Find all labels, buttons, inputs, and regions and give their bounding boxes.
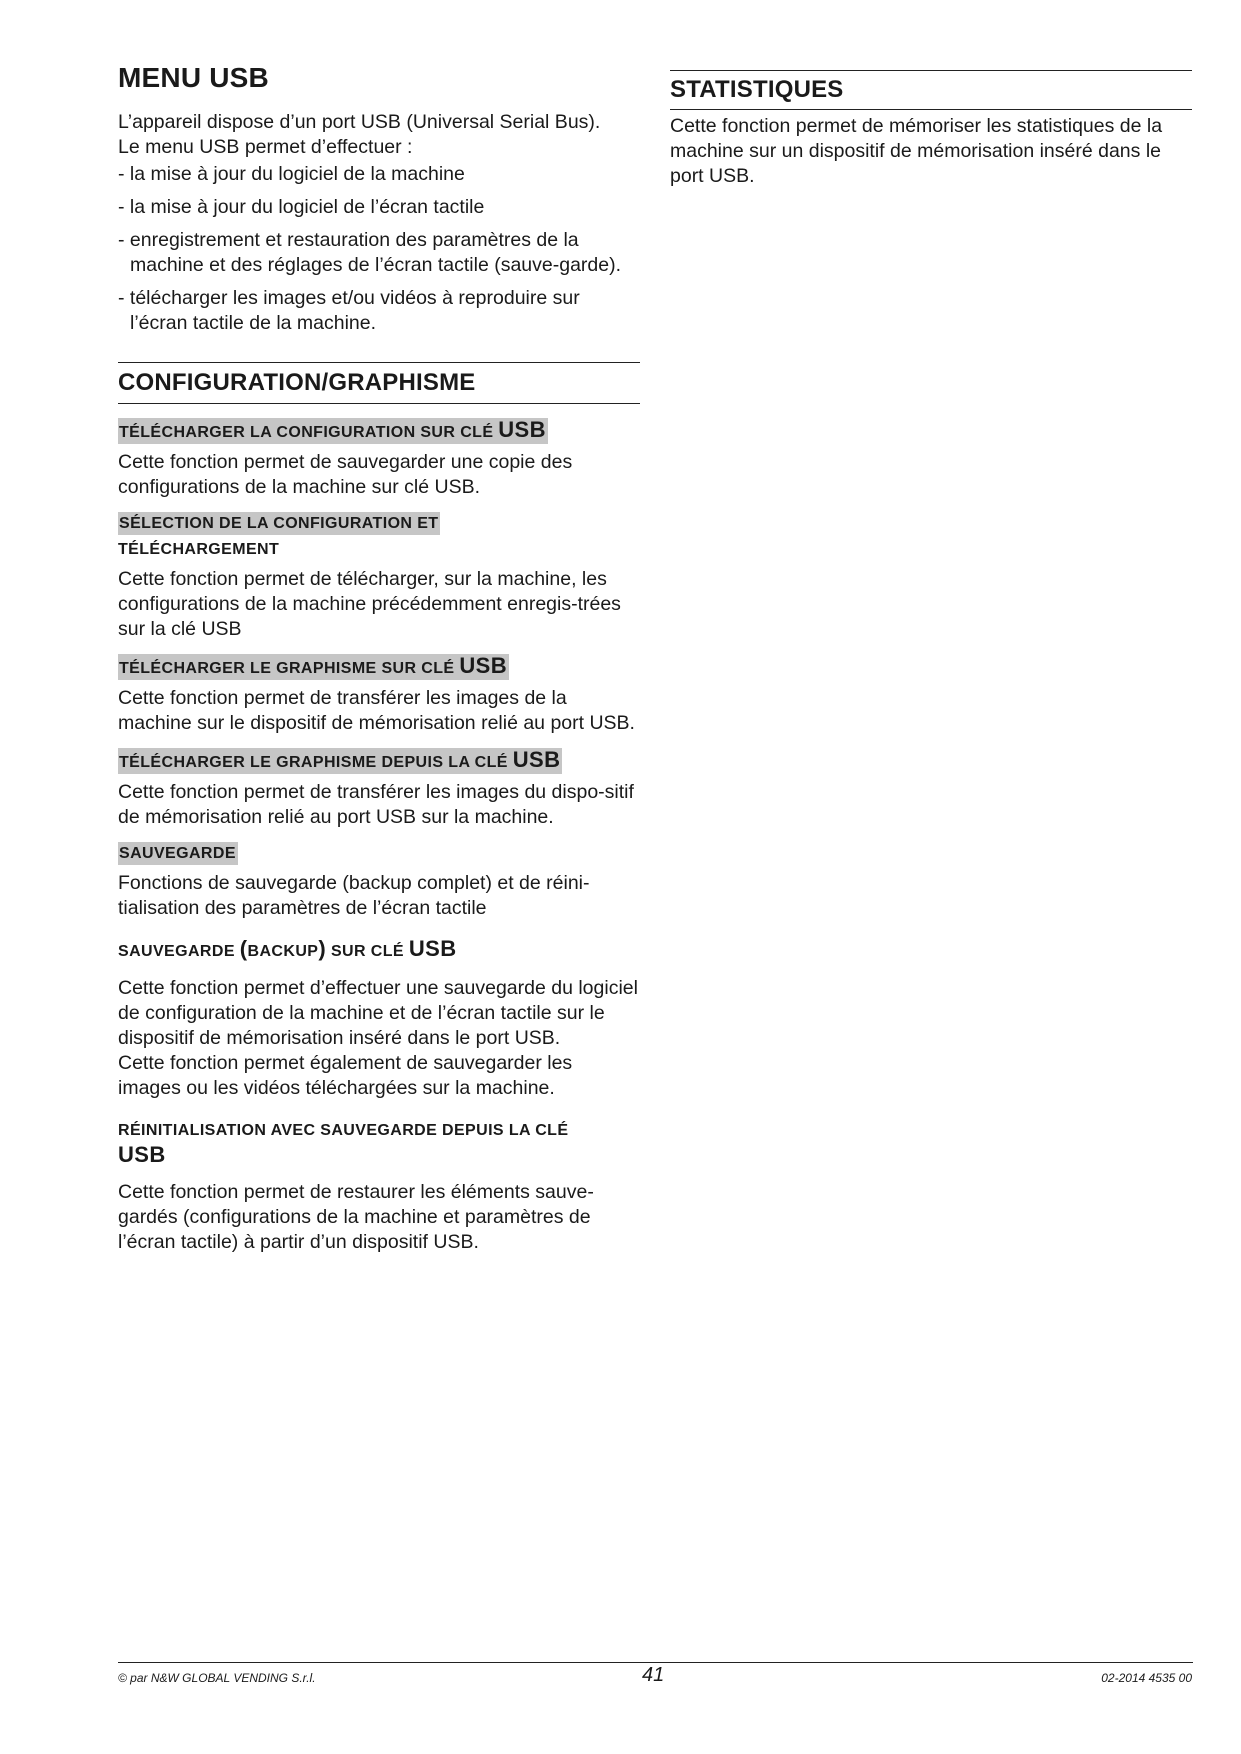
- config-section-title: CONFIGURATION/GRAPHISME: [118, 369, 476, 396]
- paragraph-select-config: Cette fonction permet de télécharger, sur la machine, les configurations de la machine précédemment enregis-trées sur la clé USB: [118, 568, 621, 640]
- subsection-heading-backup: SAUVEGARDE: [118, 842, 640, 865]
- intro-line-1: L’appareil dispose d’un port USB (Universal Serial Bus).: [118, 111, 601, 133]
- subsection-heading-restore: RÉINITIALISATION AVEC SAUVEGARDE DEPUIS LA CLÉ USB: [118, 1122, 569, 1167]
- list-item: - la mise à jour du logiciel de la machine: [118, 163, 465, 185]
- section-divider-bottom: [118, 403, 640, 404]
- footer-copyright: © par N&W GLOBAL VENDING S.r.l.: [118, 1671, 316, 1685]
- paragraph-backup: Fonctions de sauvegarde (backup complet) et de réini-tialisation des paramètres de l’écran tactile: [118, 872, 590, 919]
- list-item: - enregistrement et restauration des paramètres de la machine et des réglages de l’écran tactile (sauve-garde).: [118, 229, 622, 276]
- statistics-divider-top: [670, 70, 1192, 71]
- subsection-heading-backup-usb: SAUVEGARDE (BACKUP) SUR CLÉ USB: [118, 936, 457, 961]
- list-item: - télécharger les images et/ou vidéos à reproduire sur l’écran tactile de la machine.: [118, 287, 580, 334]
- footer-divider: [118, 1662, 1193, 1663]
- paragraph-backup-usb-1: Cette fonction permet d’effectuer une sauvegarde du logiciel de configuration de la machine et de l’écran tactile sur le dispositif de mémorisation inséré dans le port USB.: [118, 977, 638, 1049]
- menu-usb-title: MENU USB: [118, 62, 269, 93]
- subsection-heading-upload-graphics: TÉLÉCHARGER LE GRAPHISME DEPUIS LA CLÉ USB: [119, 747, 561, 772]
- paragraph-upload-graphics: Cette fonction permet de transférer les images du dispo-sitif de mémorisation relié au port USB sur la machine.: [118, 781, 634, 828]
- document-code: 02-2014 4535 00: [1101, 1671, 1192, 1685]
- page-number: 41: [642, 1664, 665, 1686]
- paragraph-backup-usb-2: Cette fonction permet également de sauvegarder les images ou les vidéos téléchargées sur la machine.: [118, 1052, 573, 1099]
- statistics-title: STATISTIQUES: [670, 76, 844, 103]
- list-item: - la mise à jour du logiciel de l’écran tactile: [118, 196, 485, 218]
- section-divider-top: [118, 362, 640, 363]
- subsection-heading-download-config: TÉLÉCHARGER LA CONFIGURATION SUR CLÉ USB: [119, 417, 546, 442]
- paragraph-restore: Cette fonction permet de restaurer les éléments sauve-gardés (configurations de la machine et paramètres de l’écran tactile) à partir d’un dispositif USB.: [118, 1181, 594, 1253]
- left-column: [118, 62, 640, 1255]
- statistics-paragraph: Cette fonction permet de mémoriser les statistiques de la machine sur un dispositif de mémorisation inséré dans le port USB.: [670, 115, 1163, 187]
- subsection-heading-select-config: SÉLECTION DE LA CONFIGURATION ET TÉLÉCHARGEMENT: [118, 512, 640, 561]
- right-column: [670, 70, 1192, 189]
- paragraph-download-config: Cette fonction permet de sauvegarder une copie des configurations de la machine sur clé USB.: [118, 451, 573, 498]
- intro-line-2: Le menu USB permet d’effectuer :: [118, 136, 413, 158]
- paragraph-download-graphics: Cette fonction permet de transférer les images de la machine sur le dispositif de mémorisation relié au port USB.: [118, 687, 635, 734]
- subsection-heading-download-graphics: TÉLÉCHARGER LE GRAPHISME SUR CLÉ USB: [119, 653, 508, 678]
- statistics-divider-bottom: [670, 109, 1192, 110]
